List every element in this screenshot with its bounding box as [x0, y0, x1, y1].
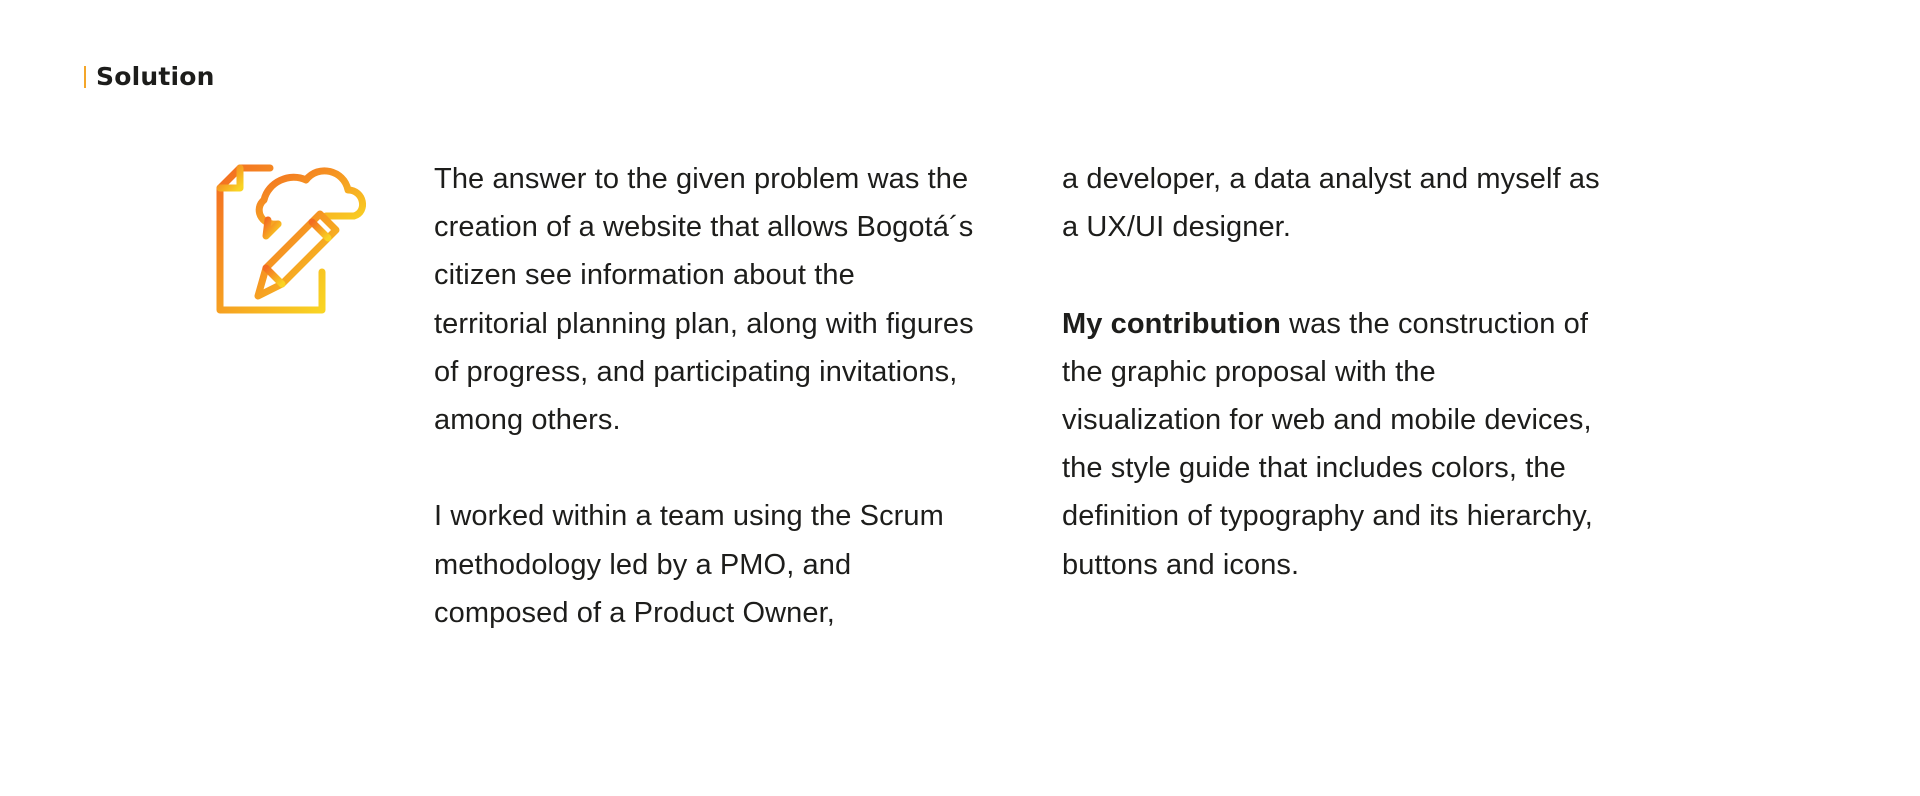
- section-header: [84, 62, 215, 91]
- contribution-label: My contribution: [1062, 307, 1281, 340]
- team-description-continued: a developer, a data analyst and myself as a UX/UI designer.: [1062, 163, 1600, 244]
- idea-document-pencil-icon: [214, 164, 370, 320]
- team-description: I worked within a team using the Scrum methodology led by a PMO, and composed of a Product Owner,: [434, 500, 944, 629]
- contribution-paragraph: [1062, 300, 1602, 589]
- contribution-text: was the construction of the graphic proposal with the visualization for web and mobile devices, the style guide that includes colors, the definition of typography and its hierarchy, buttons and icons.: [1062, 307, 1593, 581]
- left-text-column: [434, 155, 974, 685]
- solution-description: The answer to the given problem was the creation of a website that allows Bogotá´s citizen see information about the territorial planning plan, along with figures of progress, and participating invitations, among others.: [434, 163, 974, 437]
- right-text-column: [1062, 155, 1602, 637]
- section-accent-bar: [84, 66, 86, 88]
- section-title: Solution: [96, 62, 215, 91]
